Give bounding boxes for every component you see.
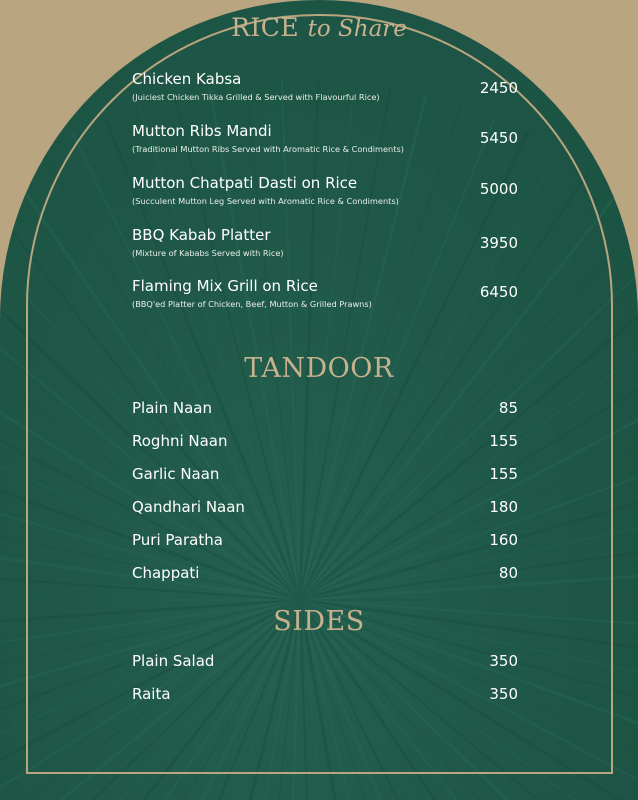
item-price: 6450 [479,283,518,301]
item-price: 85 [498,399,518,417]
menu-item-tandoor [132,399,518,417]
item-price: 350 [489,652,518,670]
item-name: Qandhari Naan [132,498,245,516]
item-name: Garlic Naan [132,465,220,483]
item-name: Mutton Ribs Mandi [132,122,272,140]
section-title-rice [0,13,638,42]
item-price: 2450 [479,79,518,97]
menu-item-tandoor [132,432,518,450]
item-name: Roghni Naan [132,432,228,450]
menu-item-sides [132,652,518,670]
item-name: Plain Naan [132,399,212,417]
item-name: Plain Salad [132,652,215,670]
menu-item-rice [132,226,518,259]
item-price: 350 [489,685,518,703]
menu-item-rice [132,122,518,155]
rice-title-main: RICE [231,13,300,42]
item-name: Chappati [132,564,200,582]
section-title-sides: SIDES [273,606,365,637]
item-price: 5450 [479,129,518,147]
item-name: Puri Paratha [132,531,223,549]
menu-item-rice [132,277,518,310]
item-price: 5000 [479,180,518,198]
item-description: (BBQ'ed Platter of Chicken, Beef, Mutton & Grilled Prawns) [132,299,372,309]
item-description: (Succulent Mutton Leg Served with Aromatic Rice & Condiments) [132,196,399,206]
item-name: Mutton Chatpati Dasti on Rice [132,174,358,192]
menu-item-rice [132,70,518,103]
section-title-tandoor: TANDOOR [244,353,394,384]
menu-item-rice [132,174,518,207]
item-description: (Traditional Mutton Ribs Served with Aromatic Rice & Condiments) [132,144,404,154]
item-name: Flaming Mix Grill on Rice [132,277,318,295]
item-name: Raita [132,685,171,703]
item-price: 160 [489,531,518,549]
item-price: 155 [489,432,518,450]
item-name: Chicken Kabsa [132,70,242,88]
item-description: (Juiciest Chicken Tikka Grilled & Served with Flavourful Rice) [132,92,380,102]
menu-item-tandoor [132,531,518,549]
menu-item-sides [132,685,518,703]
item-price: 3950 [479,234,518,252]
menu-item-tandoor [132,564,518,582]
item-price: 155 [489,465,518,483]
menu-item-tandoor [132,465,518,483]
item-name: BBQ Kabab Platter [132,226,271,244]
menu-item-tandoor [132,498,518,516]
item-price: 180 [489,498,518,516]
item-description: (Mixture of Kababs Served with Rice) [132,248,284,258]
rice-title-script: to Share [307,16,407,42]
item-price: 80 [498,564,518,582]
